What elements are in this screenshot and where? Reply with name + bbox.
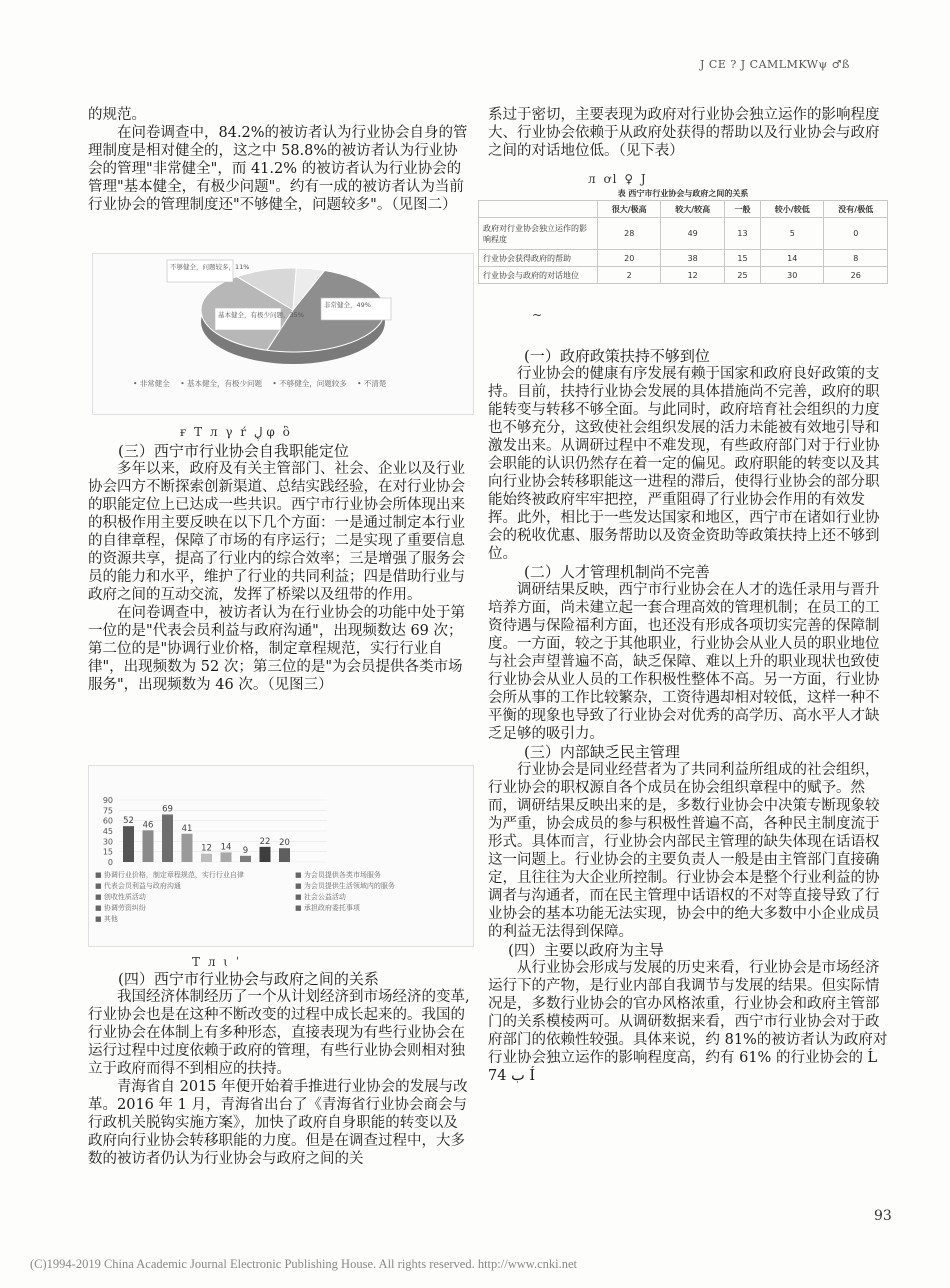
copyright-footer: (C)1994-2019 China Academic Journal Electronic Publishing House. All rights reserved. http://www.cnki.net bbox=[30, 1257, 578, 1271]
table-header: 很大/极高 bbox=[598, 201, 661, 218]
legend-item: • 不够健全，问题较多 bbox=[272, 379, 347, 388]
table-header: 较小/较低 bbox=[761, 201, 824, 218]
bar-chart-figure bbox=[88, 765, 474, 947]
paragraph: 从行业协会形成与发展的历史来看，行业协会是市场经济运行下的产物，是行业内部自我调节与发展的结果。但实际情况是，多数行业协会的官办风格浓重，行业协会和政府主管部门的关系模棱两可。从调研数据来看，西宁市行业协会对于政府部门的依赖性较强。具体来说，约 81%的被访者认为政府对行业协会独立运作的影响程度高，约有 61% 的行业协会的 Ĺ 74 ب Í bbox=[488, 960, 888, 1084]
table-header-blank bbox=[479, 201, 598, 218]
table-cell: 12 bbox=[661, 267, 724, 284]
tilde-mark: ~ bbox=[532, 308, 545, 322]
legend-item: ■ 其他 bbox=[95, 915, 118, 923]
bar bbox=[162, 814, 173, 862]
table-cell: 26 bbox=[824, 267, 888, 284]
bar-data-label: 20 bbox=[279, 838, 290, 849]
table-cell: 8 bbox=[824, 250, 888, 267]
y-tick-label: 15 bbox=[102, 847, 113, 857]
section-heading: (一）政府政策扶持不够到位 bbox=[524, 347, 710, 365]
table-cell: 14 bbox=[761, 250, 824, 267]
pie-data-label: 基本健全，有极少问题，35% bbox=[218, 311, 304, 319]
bar bbox=[182, 834, 193, 862]
legend-item: • 不清楚 bbox=[357, 379, 387, 388]
table-row-label: 行业协会与政府的对话地位 bbox=[479, 267, 598, 284]
section-heading: (三）西宁市行业协会自我职能定位 bbox=[118, 442, 349, 460]
table-header: 较大/较高 bbox=[661, 201, 724, 218]
y-tick-label: 45 bbox=[102, 827, 113, 836]
table-cell: 49 bbox=[661, 218, 724, 250]
table-cell: 2 bbox=[598, 267, 661, 284]
page-number: 93 bbox=[874, 1208, 892, 1224]
bar bbox=[201, 854, 212, 862]
table-row-label: 行业协会获得政府的帮助 bbox=[479, 250, 598, 267]
y-tick-label: 30 bbox=[102, 837, 113, 847]
bar-data-label: 52 bbox=[123, 816, 134, 827]
section-heading: (四）主要以政府为主导 bbox=[508, 941, 664, 959]
legend-item: ■ 为会员提供各类市场服务 bbox=[295, 871, 381, 879]
table-caption: 表 西宁市行业协会与政府之间的关系 bbox=[617, 188, 749, 198]
table-cell: 20 bbox=[598, 250, 661, 267]
paragraph: 调研结果反映，西宁市行业协会在人才的选任录用与晋升培养方面，尚未建立起一套合理高效的管理机制；在员工的工资待遇与保险福利方面，也还没有形成各项切实完善的保障制度。一方面，较之于其他职业，行业协会从业人员的职业地位与社会声望普遍不高，缺乏保障、难以上升的职业现状也致使行业协会从业人员的工作积极性整体不高。另一方面，行业协会所从事的工作比较繁杂，工资待遇却相对较低，这样一种不平衡的现象也导致了行业协会对优秀的高学历、高水平人才缺乏足够的吸引力。 bbox=[488, 582, 880, 742]
legend-item: • 非常健全 bbox=[133, 379, 170, 388]
bar-data-label: 46 bbox=[142, 820, 154, 831]
bar-data-label: 22 bbox=[259, 836, 271, 847]
pie-data-label: 不够健全，问题较多，11% bbox=[170, 263, 250, 271]
paragraph: 在问卷调查中，84.2%的被访者认为行业协会自身的管理制度是相对健全的，这之中 58.8%的被访者认为行业协会的管理"非常健全"，而 41.2% 的被访者认为行业协会的管理"基本健全，有极少问题"。约有一成的被访者认为当前行业协会的管理制度还"不够健全，问题较多"。（见图二） bbox=[88, 125, 468, 213]
bar bbox=[240, 856, 251, 862]
relation-table bbox=[478, 186, 888, 284]
legend-item: ■ 社会公益活动 bbox=[295, 893, 346, 901]
paragraph: 青海省自 2015 年便开始着手推进行业协会的发展与改革。2016 年 1 月，青海省出台了《青海省行业协会商会与行政机关脱钩实施方案》，加快了政府自身职能的转变以及政府向行业协会转移职能的力度。但是在调查过程中，大多数的被访者仍认为行业协会与政府之间的关 bbox=[88, 1079, 468, 1167]
y-tick-label: 0 bbox=[107, 858, 113, 867]
table-cell: 25 bbox=[724, 267, 760, 284]
legend-item: ■ 代表会员利益与政府沟通 bbox=[95, 882, 181, 890]
legend-item: ■ 为会员提供生活领域内的服务 bbox=[295, 882, 395, 890]
bar-data-label: 14 bbox=[220, 842, 232, 853]
table-marks: л ơl ♀ J bbox=[588, 172, 648, 186]
table-row-label: 政府对行业协会独立运作的影响程度 bbox=[479, 218, 598, 250]
table-cell: 0 bbox=[824, 218, 888, 250]
table-cell: 30 bbox=[761, 267, 824, 284]
legend-item: ■ 协调劳资纠纷 bbox=[95, 904, 146, 912]
legend-item: ■ 协调行业价格，制定章程规范，实行行业自律 bbox=[95, 871, 244, 879]
section-heading: (三）内部缺乏民主管理 bbox=[524, 743, 680, 761]
bar bbox=[260, 847, 271, 862]
paragraph: 系过于密切，主要表现为政府对行业协会独立运作的影响程度大、行业协会依赖于从政府处获得的帮助以及行业协会与政府之间的对话地位低。（见下表） bbox=[488, 107, 880, 159]
figure-caption: ғ T л γ ŕ ڸ φ ὃ bbox=[180, 425, 292, 439]
paragraph: 在问卷调查中，被访者认为在行业协会的功能中处于第一位的是"代表会员利益与政府沟通"，出现频数达 69 次；第二位的是"协调行业价格，制定章程规范，实行行业自律"，出现频数为 52 次；第三位的是"为会员提供各类市场服务"，出现频数为 46 次。（见图三） bbox=[88, 605, 465, 693]
pie-chart bbox=[93, 254, 473, 414]
section-heading: (四）西宁市行业协会与政府之间的关系 bbox=[118, 970, 379, 988]
y-tick-label: 60 bbox=[102, 816, 113, 826]
paragraph: 行业协会是同业经营者为了共同利益所组成的社会组织，行业协会的职权源自各个成员在协会组织章程中的赋予。然而，调研结果反映出来的是，多数行业协会中决策专断现象较为严重，协会成员的参与积极性普遍不高，各种民主制度流于形式。具体而言，行业协会内部民主管理的缺失体现在话语权这一问题上。行业协会的主要负责人一般是由主管部门直接确定，且往往为大企业所控制。行业协会本是整个行业利益的协调者与沟通者，而在民主管理中话语权的不对等直接导致了行业协会的基本功能无法实现，协会中的绝大多数中小企业成员的利益无法得到保障。 bbox=[488, 762, 880, 940]
right-column-top bbox=[488, 106, 888, 160]
bar bbox=[279, 848, 290, 862]
legend-item: • 基本健全，有极少问题 bbox=[180, 379, 263, 388]
y-tick-label: 75 bbox=[102, 806, 113, 816]
legend-item: ■ 承担政府委托事项 bbox=[295, 904, 360, 912]
right-column-main bbox=[488, 347, 888, 1085]
paragraph: 的规范。 bbox=[88, 107, 146, 123]
y-tick-label: 90 bbox=[102, 796, 113, 805]
pie-data-label: 非常健全，49% bbox=[324, 301, 371, 309]
left-column-top bbox=[88, 106, 470, 214]
paragraph: 行业协会的健康有序发展有赖于国家和政府良好政策的支持。目前，扶持行业协会发展的具体措施尚不完善，政府的职能转变与转移不够全面。与此同时，政府培育社会组织的力度也不够充分，这致使社会组织发展的活力未能被有效地引导和激发出来。从调研过程中不难发现，有些政府部门对于行业协会职能的认识仍然存在着一定的偏见。政府职能的转变以及其向行业协会转移职能这一进程的滞后，使得行业协会的部分职能始终被政府牢牢把控，严重阻碍了行业协会作用的有效发挥。此外，相比于一些发达国家和地区，西宁市在诸如行业协会的税收优惠、服务帮助以及资金资助等政策扶持上还不够到位。 bbox=[488, 366, 880, 562]
table-header: 一般 bbox=[724, 201, 760, 218]
figure-caption: T л ɩ ˈ bbox=[192, 955, 242, 969]
bar-data-label: 12 bbox=[201, 843, 212, 854]
paragraph: 多年以来，政府及有关主管部门、社会、企业以及行业协会四方不断探索创新渠道、总结实践经验，在对行业协会的职能定位上已达成一些共识。西宁市行业协会所体现出来的积极作用主要反映在以下几个方面：一是通过制定本行业的自律章程，保障了市场的有序运行；二是实现了重要信息的资源共享，提高了行业内的综合效率；三是增强了服务会员的能力和水平，维护了行业的共同利益；四是借助行业与政府之间的互动交流，发挥了桥梁以及纽带的作用。 bbox=[88, 461, 465, 603]
table-cell: 28 bbox=[598, 218, 661, 250]
bar bbox=[221, 852, 232, 862]
running-header: J CE ? J CAMLMKWψ ♂ß bbox=[700, 58, 850, 71]
left-column-middle bbox=[88, 442, 470, 694]
table-cell: 15 bbox=[724, 250, 760, 267]
pie-chart-figure bbox=[92, 253, 474, 415]
relation-table-figure bbox=[478, 186, 888, 284]
bar bbox=[143, 830, 154, 862]
legend-item: ■ 创收性质活动 bbox=[95, 893, 146, 901]
table-cell: 13 bbox=[724, 218, 760, 250]
bar-chart bbox=[89, 766, 473, 946]
section-heading: (二）人才管理机制尚不完善 bbox=[524, 563, 710, 581]
table-cell: 38 bbox=[661, 250, 724, 267]
left-column-bottom bbox=[88, 970, 470, 1168]
bar-data-label: 9 bbox=[242, 845, 249, 856]
table-header: 没有/极低 bbox=[824, 201, 888, 218]
pie-legend bbox=[133, 378, 394, 389]
paragraph: 我国经济体制经历了一个从计划经济到市场经济的变革,行业协会也是在这种不断改变的过程中成长起来的。我国的行业协会在体制上有多种形态，直接表现为有些行业协会在运行过程中过度依赖于政府的管理，有些行业协会则相对独立于政府而得不到相应的扶持。 bbox=[88, 989, 470, 1077]
bar bbox=[123, 826, 134, 862]
bar-data-label: 69 bbox=[162, 804, 173, 815]
table-cell: 5 bbox=[761, 218, 824, 250]
bar-data-label: 41 bbox=[181, 823, 193, 834]
